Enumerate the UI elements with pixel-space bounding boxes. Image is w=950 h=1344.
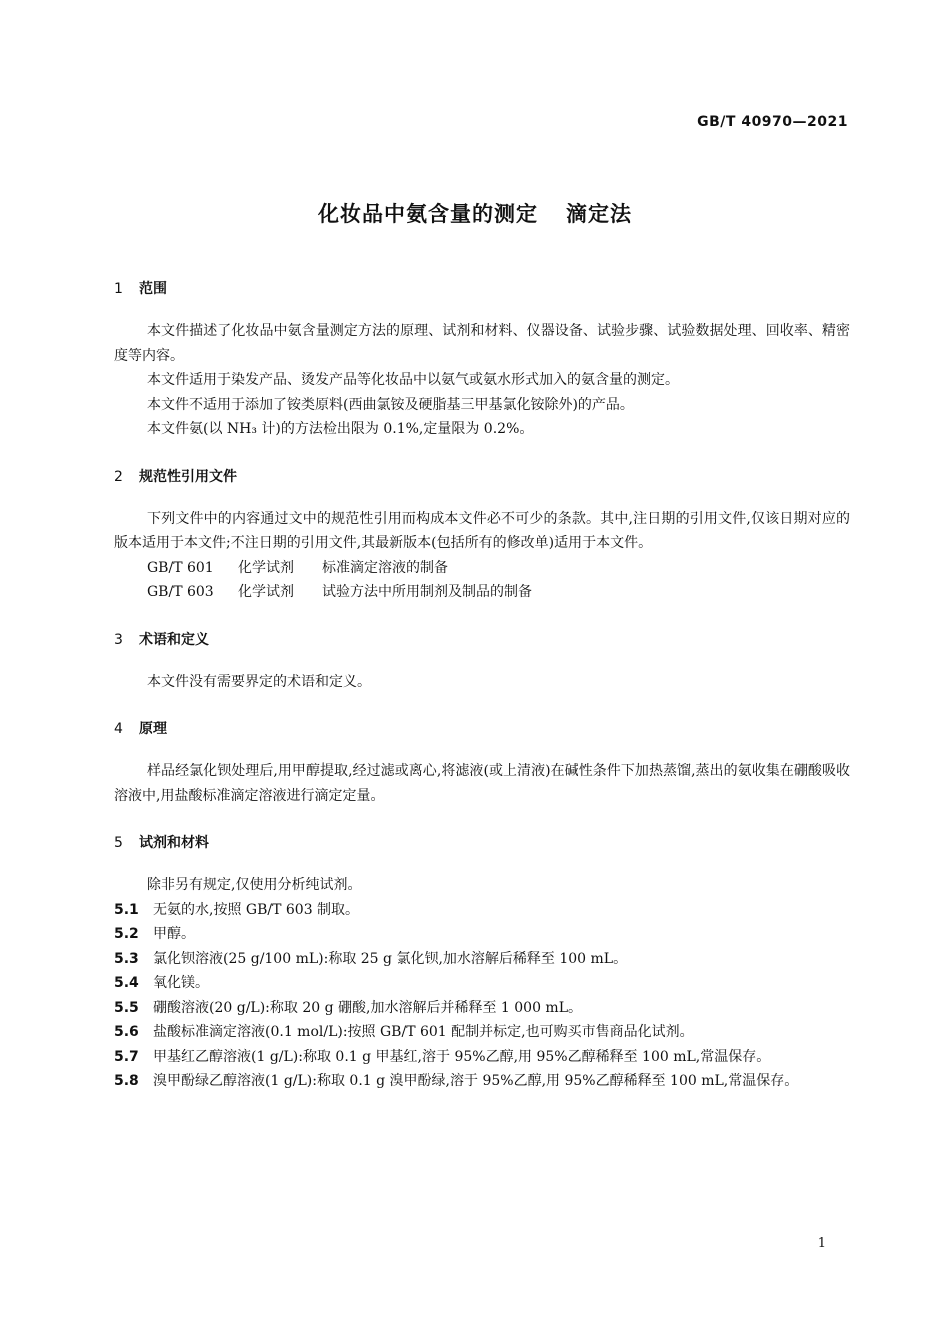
section-title: 术语和定义 bbox=[139, 631, 209, 648]
paragraph: 本文件氨(以 NH₃ 计)的方法检出限为 0.1%,定量限为 0.2%。 bbox=[147, 421, 534, 437]
clause-number: 5.6 bbox=[114, 1024, 139, 1040]
section-heading bbox=[114, 831, 850, 855]
section-number: 1 bbox=[114, 281, 123, 297]
clause-item bbox=[114, 1069, 850, 1094]
clause-number: 5.3 bbox=[114, 950, 139, 967]
section-title: 规范性引用文件 bbox=[139, 468, 237, 485]
reference-category: 化学试剂 bbox=[238, 559, 294, 576]
paragraph: 样品经氯化钡处理后,用甲醇提取,经过滤或离心,将滤液(或上清液)在碱性条件下加热蒸馏,蒸出的氨收集在硼酸吸收溶液中,用盐酸标准滴定溶液进行滴定定量。 bbox=[114, 763, 850, 804]
clause-text: 氧化镁。 bbox=[153, 975, 209, 991]
section-heading bbox=[114, 277, 850, 301]
clause-item bbox=[114, 947, 850, 972]
clause-text: 氯化钡溶液(25 g/100 mL):称取 25 g 氯化钡,加水溶解后稀释至 100 mL。 bbox=[153, 950, 628, 967]
section-heading bbox=[114, 628, 850, 652]
clause-number: 5.4 bbox=[114, 975, 139, 991]
section-number: 5 bbox=[114, 835, 123, 851]
clause-number: 5.2 bbox=[114, 926, 139, 942]
page-number: 1 bbox=[817, 1236, 826, 1251]
section-heading bbox=[114, 465, 850, 489]
clause-text: 甲基红乙醇溶液(1 g/L):称取 0.1 g 甲基红,溶于 95%乙醇,用 95%乙醇稀释至 100 mL,常温保存。 bbox=[153, 1048, 771, 1065]
reference-code: GB/T 603 bbox=[147, 584, 214, 600]
clause-text: 盐酸标准滴定溶液(0.1 mol/L):按照 GB/T 601 配制并标定,也可购买市售商品化试剂。 bbox=[153, 1024, 694, 1040]
title-sub: 滴定法 bbox=[566, 202, 632, 226]
reference-item bbox=[114, 556, 850, 581]
paragraph: 本文件描述了化妆品中氨含量测定方法的原理、试剂和材料、仪器设备、试验步骤、试验数据处理、回收率、精密度等内容。 bbox=[114, 323, 850, 364]
section-heading bbox=[114, 717, 850, 741]
standard-code: GB/T 40970—2021 bbox=[697, 114, 848, 130]
section-number: 3 bbox=[114, 631, 123, 648]
clause-item bbox=[114, 1045, 850, 1070]
section-title: 原理 bbox=[139, 721, 167, 737]
reference-category: 化学试剂 bbox=[238, 584, 294, 600]
clause-text: 溴甲酚绿乙醇溶液(1 g/L):称取 0.1 g 溴甲酚绿,溶于 95%乙醇,用 95%乙醇稀释至 100 mL,常温保存。 bbox=[153, 1073, 799, 1089]
clause-number: 5.5 bbox=[114, 999, 139, 1016]
reference-name: 标准滴定溶液的制备 bbox=[322, 559, 448, 576]
clause-number: 5.8 bbox=[114, 1073, 139, 1089]
clause-item bbox=[114, 922, 850, 947]
clause-item bbox=[114, 1020, 850, 1045]
title-main: 化妆品中氨含量的测定 bbox=[318, 202, 538, 226]
reference-item bbox=[114, 580, 850, 605]
paragraph: 下列文件中的内容通过文中的规范性引用而构成本文件必不可少的条款。其中,注日期的引用文件,仅该日期对应的版本适用于本文件;不注日期的引用文件,其最新版本(包括所有的修改单)适用于本文件。 bbox=[114, 510, 850, 551]
reference-code: GB/T 601 bbox=[147, 559, 214, 576]
paragraph: 本文件没有需要界定的术语和定义。 bbox=[147, 673, 371, 690]
paragraph: 除非另有规定,仅使用分析纯试剂。 bbox=[147, 877, 362, 893]
document-title bbox=[0, 198, 950, 228]
paragraph: 本文件不适用于添加了铵类原料(西曲氯铵及硬脂基三甲基氯化铵除外)的产品。 bbox=[147, 396, 634, 413]
clause-number: 5.1 bbox=[114, 901, 139, 918]
section-number: 2 bbox=[114, 468, 123, 485]
document-body bbox=[114, 277, 850, 1094]
clause-text: 无氨的水,按照 GB/T 603 制取。 bbox=[153, 901, 360, 918]
section-title: 试剂和材料 bbox=[139, 835, 209, 851]
clause-item bbox=[114, 996, 850, 1021]
section-title: 范围 bbox=[139, 281, 167, 297]
clause-number: 5.7 bbox=[114, 1048, 139, 1065]
reference-name: 试验方法中所用制剂及制品的制备 bbox=[322, 584, 532, 600]
clause-item bbox=[114, 898, 850, 923]
clause-item bbox=[114, 971, 850, 996]
section-number: 4 bbox=[114, 721, 123, 737]
clause-text: 硼酸溶液(20 g/L):称取 20 g 硼酸,加水溶解后并稀释至 1 000 mL。 bbox=[153, 999, 583, 1016]
clause-text: 甲醇。 bbox=[153, 926, 195, 942]
paragraph: 本文件适用于染发产品、烫发产品等化妆品中以氨气或氨水形式加入的氨含量的测定。 bbox=[147, 372, 679, 388]
